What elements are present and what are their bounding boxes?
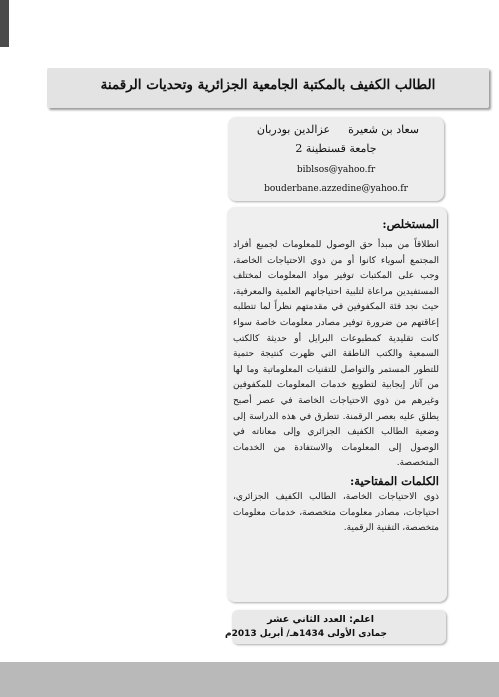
issue-number: اعلم: العدد الثاني عشر bbox=[267, 614, 374, 625]
abstract-box bbox=[227, 207, 447, 602]
keywords-text: ذوي الاحتياجات الخاصة، الطالب الكفيف الجزائري، احتياجات، مصادر معلومات متخصصة، خدمات معلومات متخصصة، التقنية الرقمية. bbox=[233, 492, 439, 534]
author-names bbox=[257, 123, 419, 136]
author-name-2: عزالدين بودربان bbox=[256, 123, 331, 136]
bottom-band bbox=[0, 662, 499, 697]
author-email-1: biblsos@yahoo.fr bbox=[296, 165, 376, 175]
abstract-text: انطلاقاً من مبدأ حق الوصول للمعلومات لجميع أفراد المجتمع أسوياء كانوا أو من ذوي الاحتياجات الخاصة، وجب على المكتبات توفير مواد المعلومات لمختلف المستفيدين مراعاة لتلبية احتياجاتهم العلمية والمعرفية، حيث نجد فئة المكفوفين في مقدمتهم نظراً لما تتطلبه إعاقتهم من ضرورة توفير مصادر معلومات خاصة سواء كانت تقليدية كمطبوعات البرايل أو حديثة كالكتب السمعية والكتب الناطقة التي ظهرت كنتيجة حتمية للتطور المستمر والتواصل للتقنيات المعلوماتية وما لها من آثار إيجابية لتطويع خدمات المعلومات للمكفوفين وغيرهم من ذوي الاحتياجات الخاصة في عصر أصبح يطلق عليه بعصر الرقمنة. تتطرق في هذه الدراسة إلى وضعية الطالب الكفيف الجزائري وإلى معاناته في الوصول إلى المعلومات والاستفادة من الخدمات المتخصصة. bbox=[233, 240, 439, 469]
abstract-heading: المستخلص: bbox=[382, 217, 439, 231]
author-name-1: سعاد بن شعيرة bbox=[348, 123, 419, 136]
title-banner bbox=[47, 68, 489, 108]
issue-info-box bbox=[225, 610, 446, 644]
keywords-heading: الكلمات المفتاحية: bbox=[350, 474, 439, 488]
issue-date: جمادى الأولى 1434هـ/ أبريل 2013م bbox=[225, 629, 387, 639]
author-email-2: bouderbane.azzedine@yahoo.fr bbox=[264, 184, 408, 194]
article-title: الطالب الكفيف بالمكتبة الجامعية الجزائرية وتحديات الرقمنة bbox=[100, 77, 436, 93]
author-info-box bbox=[228, 117, 444, 201]
author-university: جامعة قسنطينة 2 bbox=[295, 142, 377, 155]
corner-marker bbox=[0, 0, 9, 47]
